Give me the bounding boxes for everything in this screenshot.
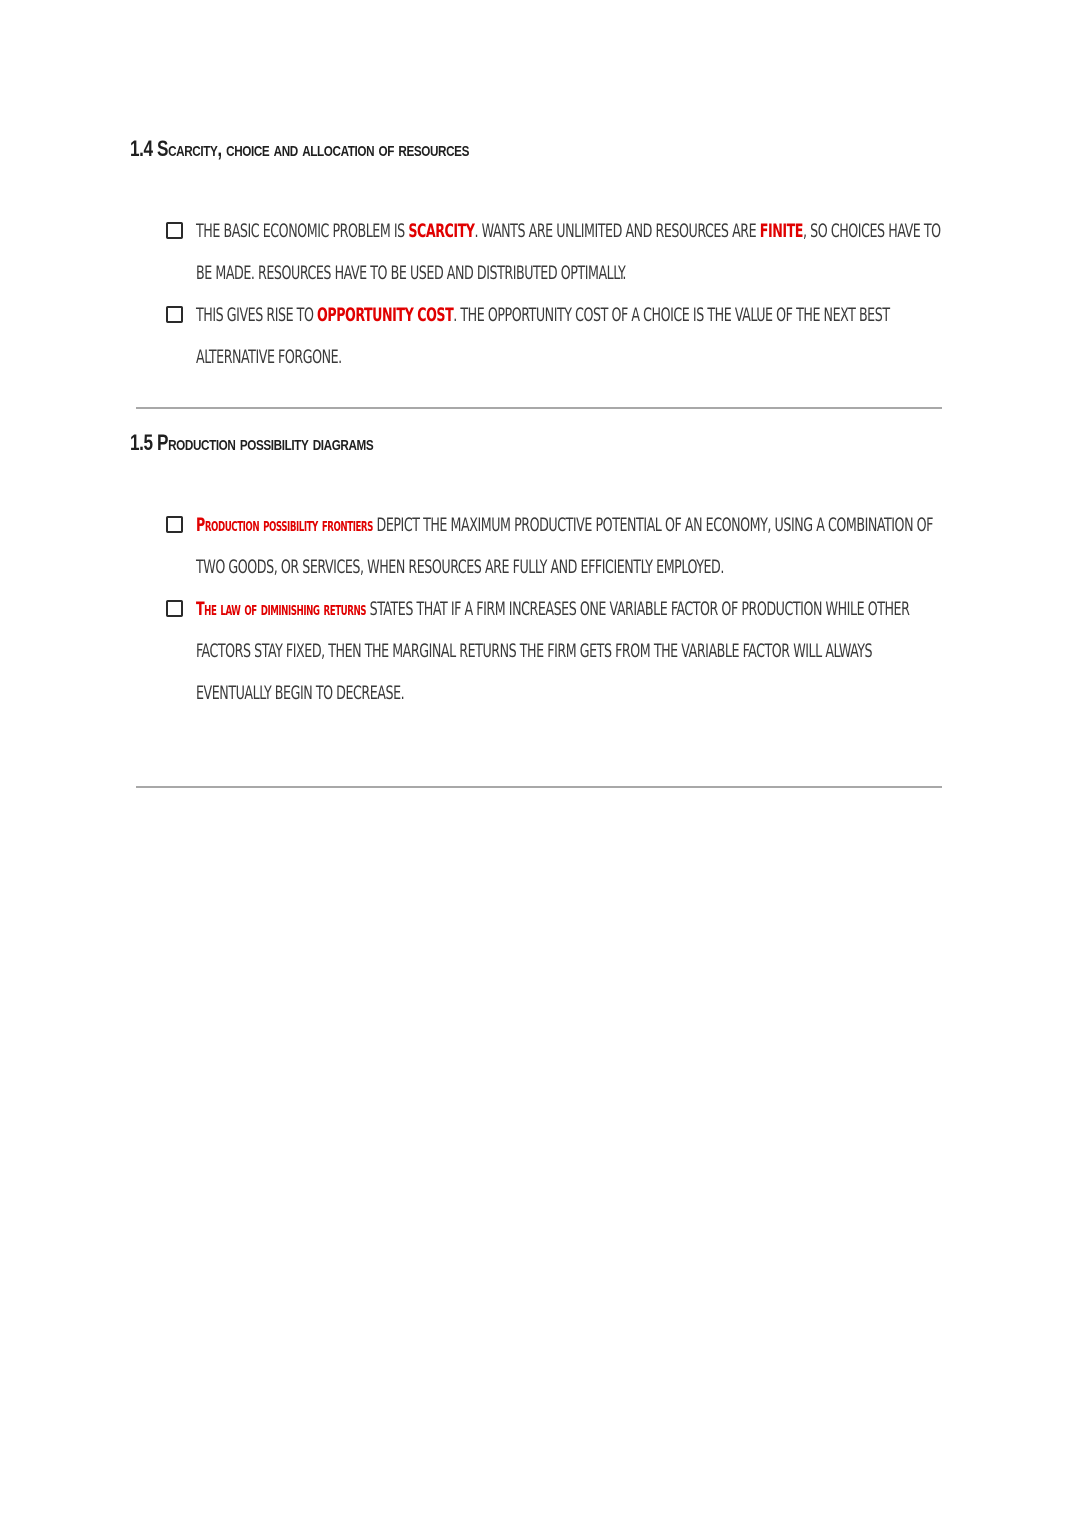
text-run: . WANTS ARE UNLIMITED AND RESOURCES ARE: [474, 220, 760, 242]
highlight-term: Production possibility frontiers: [196, 514, 373, 536]
checklist-item: [166, 504, 950, 588]
highlight-term: OPPORTUNITY COST: [317, 304, 454, 326]
section-production-possibility: [130, 427, 950, 714]
text-run: THE BASIC ECONOMIC PROBLEM IS: [196, 220, 409, 242]
checkbox-icon[interactable]: [166, 222, 183, 239]
section-heading: 1.4 Scarcity, choice and allocation of resources: [130, 136, 469, 161]
checklist-item: [166, 294, 950, 378]
section-divider: [136, 786, 942, 788]
checklist: [166, 210, 950, 378]
text-run: . THE OPPORTUNITY COST OF A CHOICE IS THE VALUE OF THE NEXT BEST ALTERNATIVE FORGONE.: [196, 304, 890, 368]
section-heading: 1.5 Production possibility diagrams: [130, 430, 374, 455]
checklist-item-text: [196, 294, 949, 378]
highlight-term: FINITE: [759, 220, 804, 242]
checkbox-icon[interactable]: [166, 600, 183, 617]
checkbox-icon[interactable]: [166, 516, 183, 533]
checklist-item-text: [196, 504, 949, 588]
text-run: DEPICT THE MAXIMUM PRODUCTIVE POTENTIAL OF AN ECONOMY, USING A COMBINATION OF TWO GOODS, OR SERVICES, WHEN RESOURCES ARE FULLY AND EFFICIENTLY EMPLOYED.: [196, 514, 934, 578]
checklist-item-text: [196, 210, 949, 294]
checklist: [166, 504, 950, 714]
text-run: , SO CHOICES HAVE TO BE MADE. RESOURCES HAVE TO BE USED AND DISTRIBUTED OPTIMALLY.: [196, 220, 941, 284]
text-run: STATES THAT IF A FIRM INCREASES ONE VARIABLE FACTOR OF PRODUCTION WHILE OTHER FACTORS STAY FIXED, THEN THE MARGINAL RETURNS THE FIRM GETS FROM THE VARIABLE FACTOR WILL ALWAYS EVENTUALLY BEGIN TO DECREASE.: [196, 598, 910, 704]
checklist-item-text: [196, 588, 949, 714]
section-divider: [136, 407, 942, 409]
text-run: THIS GIVES RISE TO: [196, 304, 318, 326]
checklist-item: [166, 210, 950, 294]
checklist-item: [166, 588, 950, 714]
highlight-term: The law of diminishing returns: [196, 598, 367, 620]
checkbox-icon[interactable]: [166, 306, 183, 323]
section-scarcity: [130, 133, 950, 378]
highlight-term: SCARCITY: [408, 220, 475, 242]
